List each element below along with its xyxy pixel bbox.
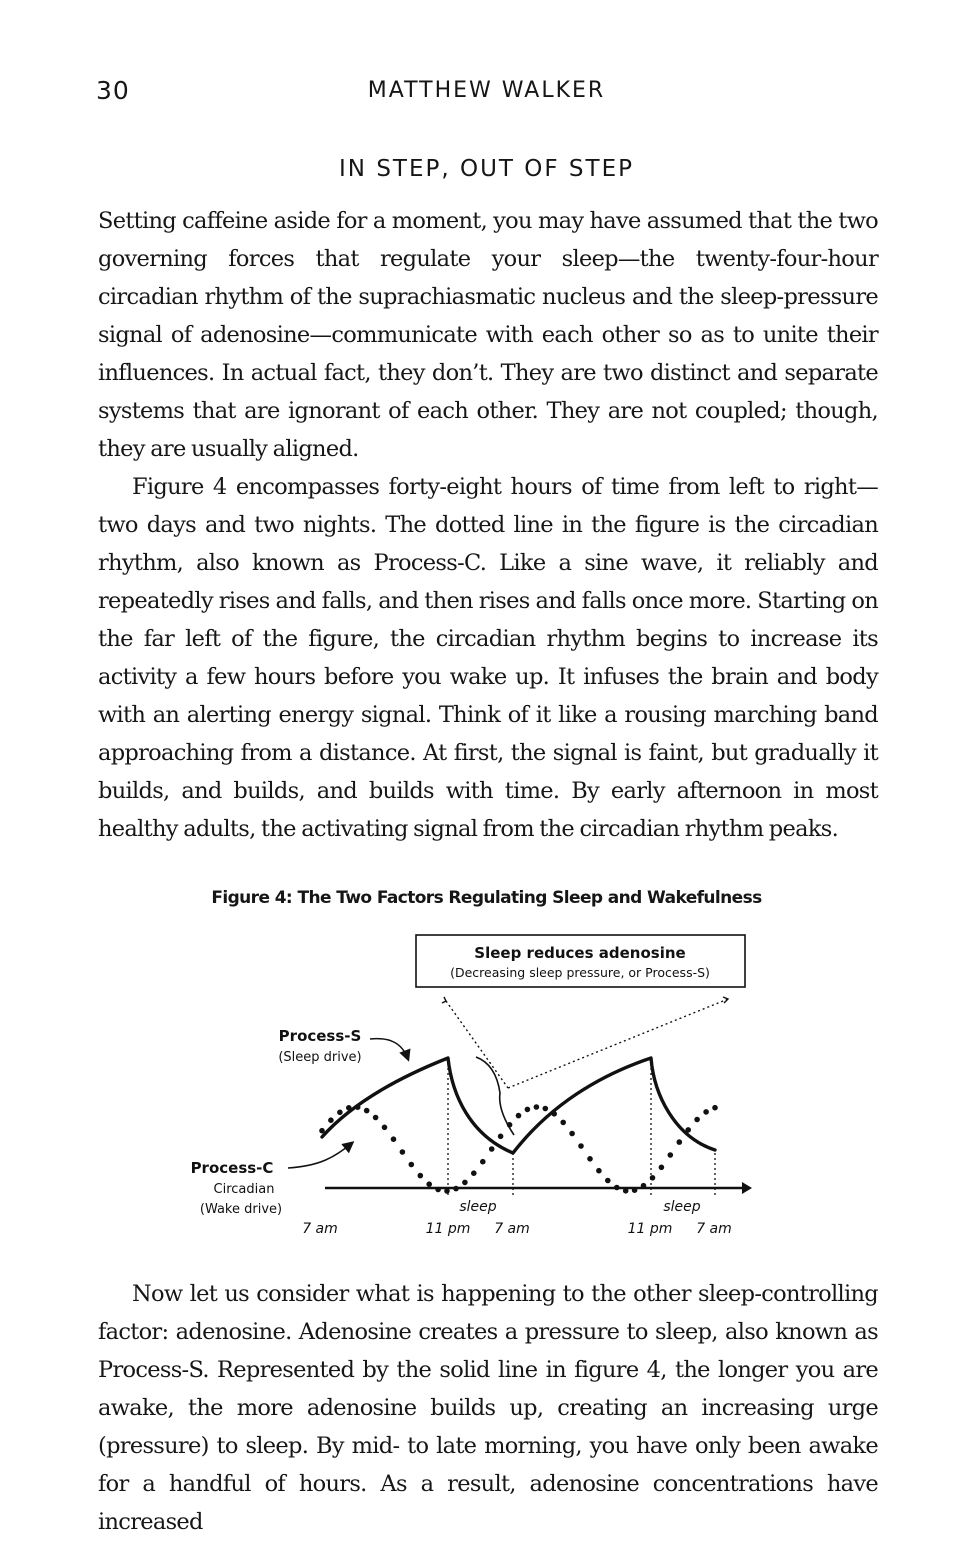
pointer-arrowhead	[723, 997, 728, 1003]
process-c-dot	[587, 1156, 593, 1162]
process-c-dot	[525, 1107, 531, 1113]
body-text-bottom	[98, 1275, 878, 1541]
process-s-arrow	[370, 1039, 408, 1059]
process-c-dot	[480, 1159, 486, 1165]
time-label: 7 am	[696, 1221, 732, 1237]
process-c-dot	[373, 1115, 379, 1121]
process-c-dot	[391, 1136, 397, 1142]
time-label: 11 pm	[425, 1221, 471, 1237]
process-c-dot	[677, 1139, 683, 1145]
paragraph: Now let us consider what is happening to the other sleep-controlling factor: adenosine. Adenosine creates a pressure to sleep, also known as Process-S. Represented by the solid line in figure 4, the longer you are awake, the more adenosine builds up, creating an increasing urge (pressure) to sleep. By mid- to late morning, you have only been awake for a handful of hours. As a result, adenosine concentrations have increased	[98, 1281, 878, 1535]
process-c-dot	[453, 1186, 459, 1192]
pointer-arrowhead	[442, 997, 446, 1003]
process-c-dot	[560, 1120, 566, 1126]
paragraph: Setting caffeine aside for a moment, you may have assumed that the two governing forces that regulate your sleep—the twenty-four-hour circadian rhythm of the suprachiasmatic nucleus and the sleep-pressure signal of adenosine—communicate with each other so as to unite their influences. In actual fact, they don’t. They are two distinct and separate systems that are ignorant of each other. They are not coupled; though, they are usually aligned.	[98, 208, 878, 462]
process-c-dot	[489, 1146, 495, 1152]
process-s-curve	[322, 1058, 715, 1153]
process-c-dot	[471, 1170, 477, 1176]
process-c-dot	[462, 1180, 468, 1186]
annotation-box-subtitle: (Decreasing sleep pressure, or Process-S)	[450, 965, 710, 980]
running-title: MATTHEW WALKER	[367, 78, 606, 103]
process-c-dot	[668, 1152, 674, 1158]
sleep-factors-diagram	[180, 925, 780, 1255]
process-c-dot	[418, 1173, 424, 1179]
process-c-dot	[596, 1168, 602, 1174]
process-c-curve	[319, 1104, 718, 1194]
annotation-box-title: Sleep reduces adenosine	[474, 944, 686, 962]
process-c-dot	[650, 1175, 656, 1181]
process-c-dot	[685, 1127, 691, 1133]
figure-caption: Figure 4: The Two Factors Regulating Sleep and Wakefulness	[211, 888, 762, 908]
process-c-dot	[694, 1117, 700, 1123]
process-c-dot	[444, 1188, 450, 1194]
process-c-dot	[578, 1143, 584, 1149]
process-c-dot	[426, 1181, 432, 1187]
process-c-dot	[516, 1113, 522, 1119]
time-label: 7 am	[494, 1221, 530, 1237]
pointer-line	[508, 999, 728, 1088]
process-c-sublabel: Circadian	[213, 1182, 275, 1197]
process-c-dot	[382, 1125, 388, 1131]
paragraph: Figure 4 encompasses forty-eight hours of time from left to right—two days and two nights. The dotted line in the figure is the circadian rhythm, also known as Process-C. Like a sine wave, it reliably and repeatedly rises and falls, and then rises and falls once more. Starting on the far left of the figure, the circadian rhythm begins to increase its activity a few hours before you wake up. It infuses the brain and body with an alerting energy signal. Think of it like a rousing marching band approaching from a distance. At first, the signal is faint, but gradually it builds, and builds, and builds with time. By early afternoon in most healthy adults, the activating signal from the circadian rhythm peaks.	[98, 474, 878, 842]
process-c-sublabel: (Wake drive)	[199, 1202, 283, 1217]
process-c-dot	[337, 1110, 343, 1116]
axis-arrow	[742, 1182, 752, 1194]
process-c-dot	[659, 1165, 665, 1171]
running-head	[96, 76, 877, 108]
process-c-dot	[632, 1187, 638, 1193]
process-c-dot	[614, 1185, 620, 1191]
section-heading: IN STEP, OUT OF STEP	[339, 156, 634, 182]
process-c-dot	[355, 1104, 361, 1110]
process-c-dot	[605, 1178, 611, 1184]
process-s-sublabel: (Sleep drive)	[278, 1050, 362, 1065]
process-s-label: Process-S	[278, 1027, 362, 1045]
pointer-line	[446, 1001, 508, 1088]
page-number: 30	[96, 76, 130, 105]
process-c-dot	[364, 1108, 370, 1114]
sleep-label: sleep	[459, 1199, 497, 1215]
process-c-dot	[435, 1187, 441, 1193]
process-c-dot	[703, 1109, 709, 1115]
time-label: 11 pm	[627, 1221, 673, 1237]
process-c-dot	[498, 1134, 504, 1140]
sleep-label: sleep	[663, 1199, 701, 1215]
process-c-dot	[319, 1128, 325, 1134]
process-c-dot	[400, 1149, 406, 1155]
process-c-dot	[641, 1183, 647, 1189]
process-c-arrow	[288, 1143, 352, 1168]
process-c-dot	[507, 1122, 513, 1128]
time-label: 7 am	[302, 1221, 338, 1237]
process-c-dot	[534, 1104, 540, 1110]
body-text-top	[98, 202, 878, 848]
process-c-dot	[409, 1162, 415, 1168]
process-c-dot	[551, 1111, 557, 1117]
process-c-dot	[569, 1131, 575, 1137]
process-c-label: Process-C	[190, 1159, 274, 1177]
process-c-dot	[712, 1105, 718, 1111]
process-c-dot	[623, 1188, 629, 1194]
process-c-dot	[543, 1106, 549, 1112]
process-c-dot	[328, 1117, 334, 1123]
process-c-dot	[346, 1105, 352, 1111]
